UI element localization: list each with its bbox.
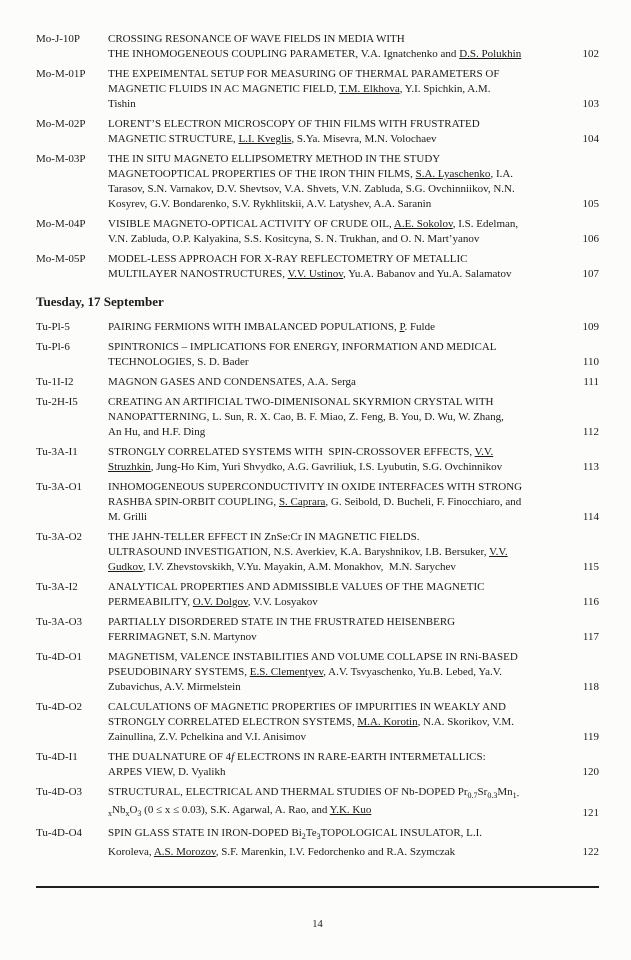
toc-entry	[36, 32, 599, 62]
toc-entry	[36, 826, 599, 859]
toc-entry	[36, 580, 599, 610]
entry-title: INHOMOGENEOUS SUPERCONDUCTIVITY IN OXIDE INTERFACES WITH STRONG RASHBA SPIN-ORBIT COUPLING, S. Caprara, G. Seibold, D. Bucheli, F. Finocchiaro, and M. Grilli	[108, 481, 523, 523]
entry-page-number: 106	[582, 233, 599, 245]
footer-rule	[36, 886, 599, 888]
entry-page-number: 121	[582, 807, 599, 820]
toc-entry	[36, 700, 599, 745]
toc-sections	[36, 32, 599, 860]
entry-page-number: 120	[582, 766, 599, 778]
toc-entry	[36, 785, 599, 821]
session-code: Mo-M-02P	[36, 118, 86, 130]
toc-entry	[36, 340, 599, 370]
entry-title: PAIRING FERMIONS WITH IMBALANCED POPULATIONS, P. Fulde	[108, 321, 435, 333]
entry-title: THE DUALNATURE OF 4f ELECTRONS IN RARE-EARTH INTERMETALLICS: ARPES VIEW, D. Vyalikh	[108, 751, 486, 778]
entry-title: THE IN SITU MAGNETO ELLIPSOMETRY METHOD IN THE STUDY MAGNETOOPTICAL PROPERTIES OF THE IRON THIN FILMS, S.A. Lyaschenko, I.A. Tarasov, S.N. Varnakov, D.V. Shevtsov, V.A. Shvets, V.N. Zabluda, S.G. Ovchinniikov, N.N. Kosyrev, G.V. Bondarenko, S.V. Rykhlitskii, A.V. Latyshev, A.A. Saranin	[108, 153, 515, 210]
toc-entry	[36, 615, 599, 645]
entry-title: CROSSING RESONANCE OF WAVE FIELDS IN MEDIA WITH THE INHOMOGENEOUS COUPLING PARAMETER, V.A. Ignatchenko and D.S. Polukhin	[108, 33, 522, 60]
session-code: Tu-2H-I5	[36, 396, 78, 408]
toc-entry	[36, 320, 599, 335]
session-code: Mo-M-03P	[36, 153, 86, 165]
session-code: Tu-4D-O2	[36, 701, 83, 713]
session-code: Tu-4D-O1	[36, 651, 83, 663]
entry-title: LORENT’S ELECTRON MICROSCOPY OF THIN FILMS WITH FRUSTRATED MAGNETIC STRUCTURE, L.I. Kveglis, S.Ya. Misevra, M.N. Volochaev	[108, 118, 480, 145]
session-code: Mo-J-10P	[36, 33, 81, 45]
entry-title: CREATING AN ARTIFICIAL TWO-DIMENISONAL SKYRMION CRYSTAL WITH NANOPATTERNING, L. Sun, R. X. Cao, B. F. Miao, Z. Feng, B. You, D. Wu, W. Zhang, An Hu, and H.F. Ding	[108, 396, 504, 438]
entry-page-number: 122	[582, 845, 599, 858]
toc-entry	[36, 750, 599, 780]
session-code: Tu-1I-I2	[36, 376, 74, 388]
entry-page-number: 102	[582, 48, 599, 60]
entry-title: STRONGLY CORRELATED SYSTEMS WITH SPIN-CROSSOVER EFFECTS, V.V. Struzhkin, Jung-Ho Kim, Yuri Shvydko, A.G. Gavriliuk, I.S. Lyubutin, S.G. Ovchinnikov	[108, 446, 503, 473]
toc-entry	[36, 480, 599, 525]
toc-entry	[36, 375, 599, 390]
entry-page-number: 105	[582, 198, 599, 210]
entry-title: SPIN GLASS STATE IN IRON-DOPED $Bi_2Te_3TOPOLOGICAL$ INSULATOR, L.I. Koroleva, A.S. Morozov, S.F. Marenkin, I.V. Fedorchenko and R.A. Szymczak	[108, 827, 483, 858]
session-code: Tu-3A-I1	[36, 446, 78, 458]
session-code: Mo-M-01P	[36, 68, 86, 80]
entry-page-number: 110	[582, 356, 599, 368]
entry-title: ANALYTICAL PROPERTIES AND ADMISSIBLE VALUES OF THE MAGNETIC PERMEABILITY, O.V. Dolgov, V.V. Losyakov	[108, 581, 485, 608]
session-code: Tu-4D-O3	[36, 786, 83, 798]
session-code: Tu-3A-O3	[36, 616, 83, 628]
session-code: Mo-M-04P	[36, 218, 86, 230]
entry-page-number: 109	[582, 321, 599, 333]
toc-entry	[36, 117, 599, 147]
entry-page-number: 115	[582, 561, 599, 573]
entry-title: MAGNETISM, VALENCE INSTABILITIES AND VOLUME COLLAPSE IN RNi-BASED PSEUDOBINARY SYSTEMS, E.S. Clementyev, A.V. Tsvyaschenko, Yu.B. Lebed, Ya.V. Zubavichus, A.V. Mirmelstein	[108, 651, 518, 693]
toc-entry	[36, 445, 599, 475]
entry-title: CALCULATIONS OF MAGNETIC PROPERTIES OF IMPURITIES IN WEAKLY AND STRONGLY CORRELATED ELECTRON SYSTEMS, M.A. Korotin, N.A. Skorikov, V.M. Zainullina, Z.V. Pchelkina and V.I. Anisimov	[108, 701, 514, 743]
entry-page-number: 103	[582, 98, 599, 110]
session-code: Tu-Pl-5	[36, 321, 70, 333]
session-code: Tu-4D-I1	[36, 751, 78, 763]
entry-title: MODEL-LESS APPROACH FOR X-RAY REFLECTOMETRY OF METALLIC MULTILAYER NANOSTRUCTURES, V.V. Ustinov, Yu.A. Babanov and Yu.A. Salamatov	[108, 253, 512, 280]
entry-page-number: 119	[582, 731, 599, 743]
toc-entry	[36, 217, 599, 247]
entry-title: MAGNON GASES AND CONDENSATES, A.A. Serga	[108, 376, 356, 388]
toc-entry	[36, 67, 599, 112]
entry-title: THE EXPEIMENTAL SETUP FOR MEASURING OF THERMAL PARAMETERS OF MAGNETIC FLUIDS IN AC MAGNETIC FIELD, T.M. Elkhova, Y.I. Spichkin, A.M. Tishin	[108, 68, 500, 110]
entry-title: STRUCTURAL, ELECTRICAL AND THERMAL STUDIES OF Nb-DOPED $Pr_{0.7}Sr_{0.3}Mn_{1-}$ $_xNb_xO_3$ (0 ≤ x ≤ 0.03), S.K. Agarwal, A. Rao, and Y.K. Kuo	[108, 786, 520, 819]
page-number: 14	[312, 918, 323, 930]
toc-entry	[36, 530, 599, 575]
entry-title: PARTIALLY DISORDERED STATE IN THE FRUSTRATED HEISENBERG FERRIMAGNET, S.N. Martynov	[108, 616, 456, 643]
entry-page-number: 104	[582, 133, 599, 145]
entry-page-number: 112	[582, 426, 599, 438]
entry-page-number: 113	[582, 461, 599, 473]
session-code: Tu-Pl-6	[36, 341, 70, 353]
entry-page-number: 118	[582, 681, 599, 693]
toc-entry	[36, 152, 599, 212]
session-code: Tu-4D-O4	[36, 827, 83, 840]
entry-page-number: 107	[582, 268, 599, 280]
entry-title: SPINTRONICS – IMPLICATIONS FOR ENERGY, INFORMATION AND MEDICAL TECHNOLOGIES, S. D. Bader	[108, 341, 497, 368]
session-code: Tu-3A-O2	[36, 531, 83, 543]
entry-page-number: 117	[582, 631, 599, 643]
session-code: Tu-3A-O1	[36, 481, 83, 493]
session-code: Tu-3A-I2	[36, 581, 78, 593]
entry-page-number: 114	[582, 511, 599, 523]
entry-page-number: 116	[582, 596, 599, 608]
session-code: Mo-M-05P	[36, 253, 86, 265]
entry-page-number: 111	[583, 376, 599, 388]
toc-entry	[36, 395, 599, 440]
entry-title: THE JAHN-TELLER EFFECT IN ZnSe:Cr IN MAGNETIC FIELDS. ULTRASOUND INVESTIGATION, N.S. Averkiev, K.A. Baryshnikov, I.B. Bersuker, V.V. Gudkov, I.V. Zhevstovskikh, V.Yu. Mayakin, A.M. Monakhov, M.N. Sarychev	[108, 531, 508, 573]
day-heading: Tuesday, 17 September	[36, 294, 164, 309]
toc-entry	[36, 252, 599, 282]
entry-title: VISIBLE MAGNETO-OPTICAL ACTIVITY OF CRUDE OIL, A.E. Sokolov, I.S. Edelman, V.N. Zabluda, O.P. Kalyakina, S.S. Kositcyna, S. N. Trukhan, and O. N. Mart’yanov	[108, 218, 519, 245]
toc-entry	[36, 650, 599, 695]
